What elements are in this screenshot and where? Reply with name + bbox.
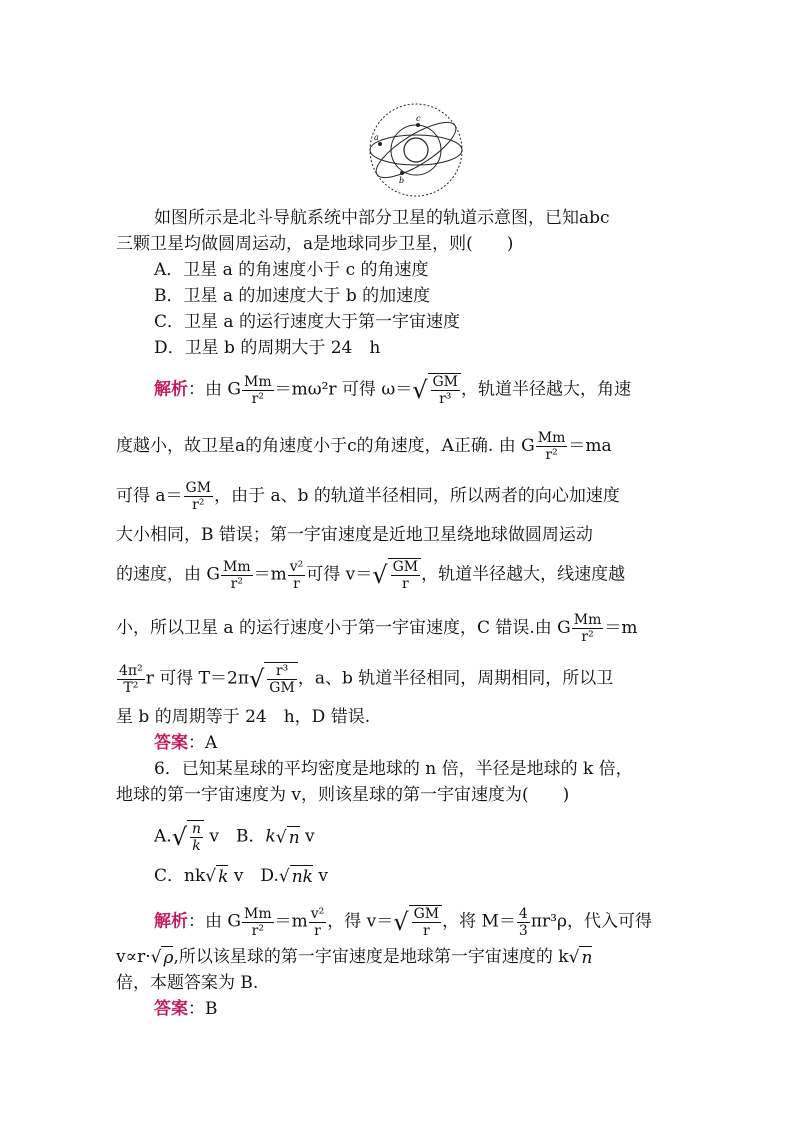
q6-stem-line1: 6．已知某星球的平均密度是地球的 n 倍，半径是地球的 k 倍， [154, 759, 633, 779]
label-c: c [416, 114, 421, 123]
satellite-b [400, 171, 404, 175]
q5-analysis-line1: 解析：由 G $\frac{Mm}{\text{r²}}$ ＝mω²r 可得 ω＝√ $\frac{GM}{\text{r³}}$ ，轨道半径越大，角速 [154, 373, 632, 407]
earth [404, 138, 428, 162]
q5-stem-line2: 三颗卫星均做圆周运动，a是地球同步卫星，则( ) [116, 234, 514, 254]
q5-analysis-line6: 小，所以卫星 a 的运行速度小于第一宇宙速度，C 错误.由 G $\frac{Mm}{\text{r²}}$ ＝m [116, 612, 638, 645]
q6-analysis-line3: 倍，本题答案为 B. [116, 973, 259, 993]
q6-stem-line2: 地球的第一宇宙速度为 v，则该星球的第一宇宙速度为( ) [116, 785, 570, 805]
label-b: b [399, 176, 405, 185]
satellite-a [378, 142, 382, 146]
q6-options-ab: A.√ $\frac{n}{k}$ v B．k√ n v [154, 821, 315, 854]
q5-analysis-line4: 大小相同，B 错误；第一宇宙速度是近地卫星绕地球做圆周运动 [116, 525, 593, 545]
q5-option-d: D．卫星 b 的周期大于 24 h [154, 338, 381, 358]
q5-option-c: C．卫星 a 的运行速度大于第一宇宙速度 [154, 312, 460, 332]
q5-analysis-line7: $\frac{\text{4π²}}{\text{T²}}$ r 可得 T＝2π√ $\frac{\text{r³}}{GM}$ ，a、b 轨道半径相同，周期相同，所以卫 [119, 662, 614, 696]
q5-option-b: B．卫星 a 的加速度大于 b 的加速度 [154, 286, 431, 306]
satellite-c [416, 123, 420, 127]
label-a: a [374, 133, 379, 142]
answer-label: 答案 [154, 999, 188, 1019]
analysis-label: 解析 [154, 379, 188, 400]
q5-analysis-line8: 星 b 的周期等于 24 h，D 错误. [116, 707, 371, 727]
q5-analysis-line2: 度越小，故卫星a的角速度小于c的角速度，A正确. 由 G $\frac{Mm}{\text{r²}}$ ＝ma [116, 430, 612, 463]
q6-analysis-line1: 解析：由 G $\frac{Mm}{\text{r²}}$ ＝m $\frac{\text{v²}}{r}$ ，得 v＝√ $\frac{GM}{r}$ ，将 M＝ $\frac{4}{3}$ πr³ρ，代入可得 [154, 905, 652, 939]
q5-option-a: A．卫星 a 的角速度小于 c 的角速度 [154, 260, 429, 280]
orbit-diagram [366, 100, 466, 200]
answer-label: 答案 [154, 733, 188, 753]
q6-answer: 答案：B [154, 999, 218, 1019]
analysis-label: 解析 [154, 911, 188, 932]
q6-options-cd: C．nk√ k v D.√ nk v [154, 866, 328, 887]
q5-analysis-line5: 的速度，由 G $\frac{Mm}{\text{r²}}$ ＝m $\frac{\text{v²}}{r}$ 可得 v＝√ $\frac{GM}{r}$ ，轨道半径越大，线速度越 [116, 558, 626, 592]
q5-analysis-line3: 可得 a＝ $\frac{GM}{\text{r²}}$ ，由于 a、b 的轨道半径相同，所以两者的向心加速度 [116, 480, 620, 513]
q6-analysis-line2: v∝r·√ ρ,所以该星球的第一宇宙速度是地球第一宇宙速度的 k√ n [116, 947, 593, 968]
q5-stem-line1: 如图所示是北斗导航系统中部分卫星的轨道示意图，已知abc [154, 208, 610, 228]
q5-answer: 答案：A [154, 733, 218, 753]
